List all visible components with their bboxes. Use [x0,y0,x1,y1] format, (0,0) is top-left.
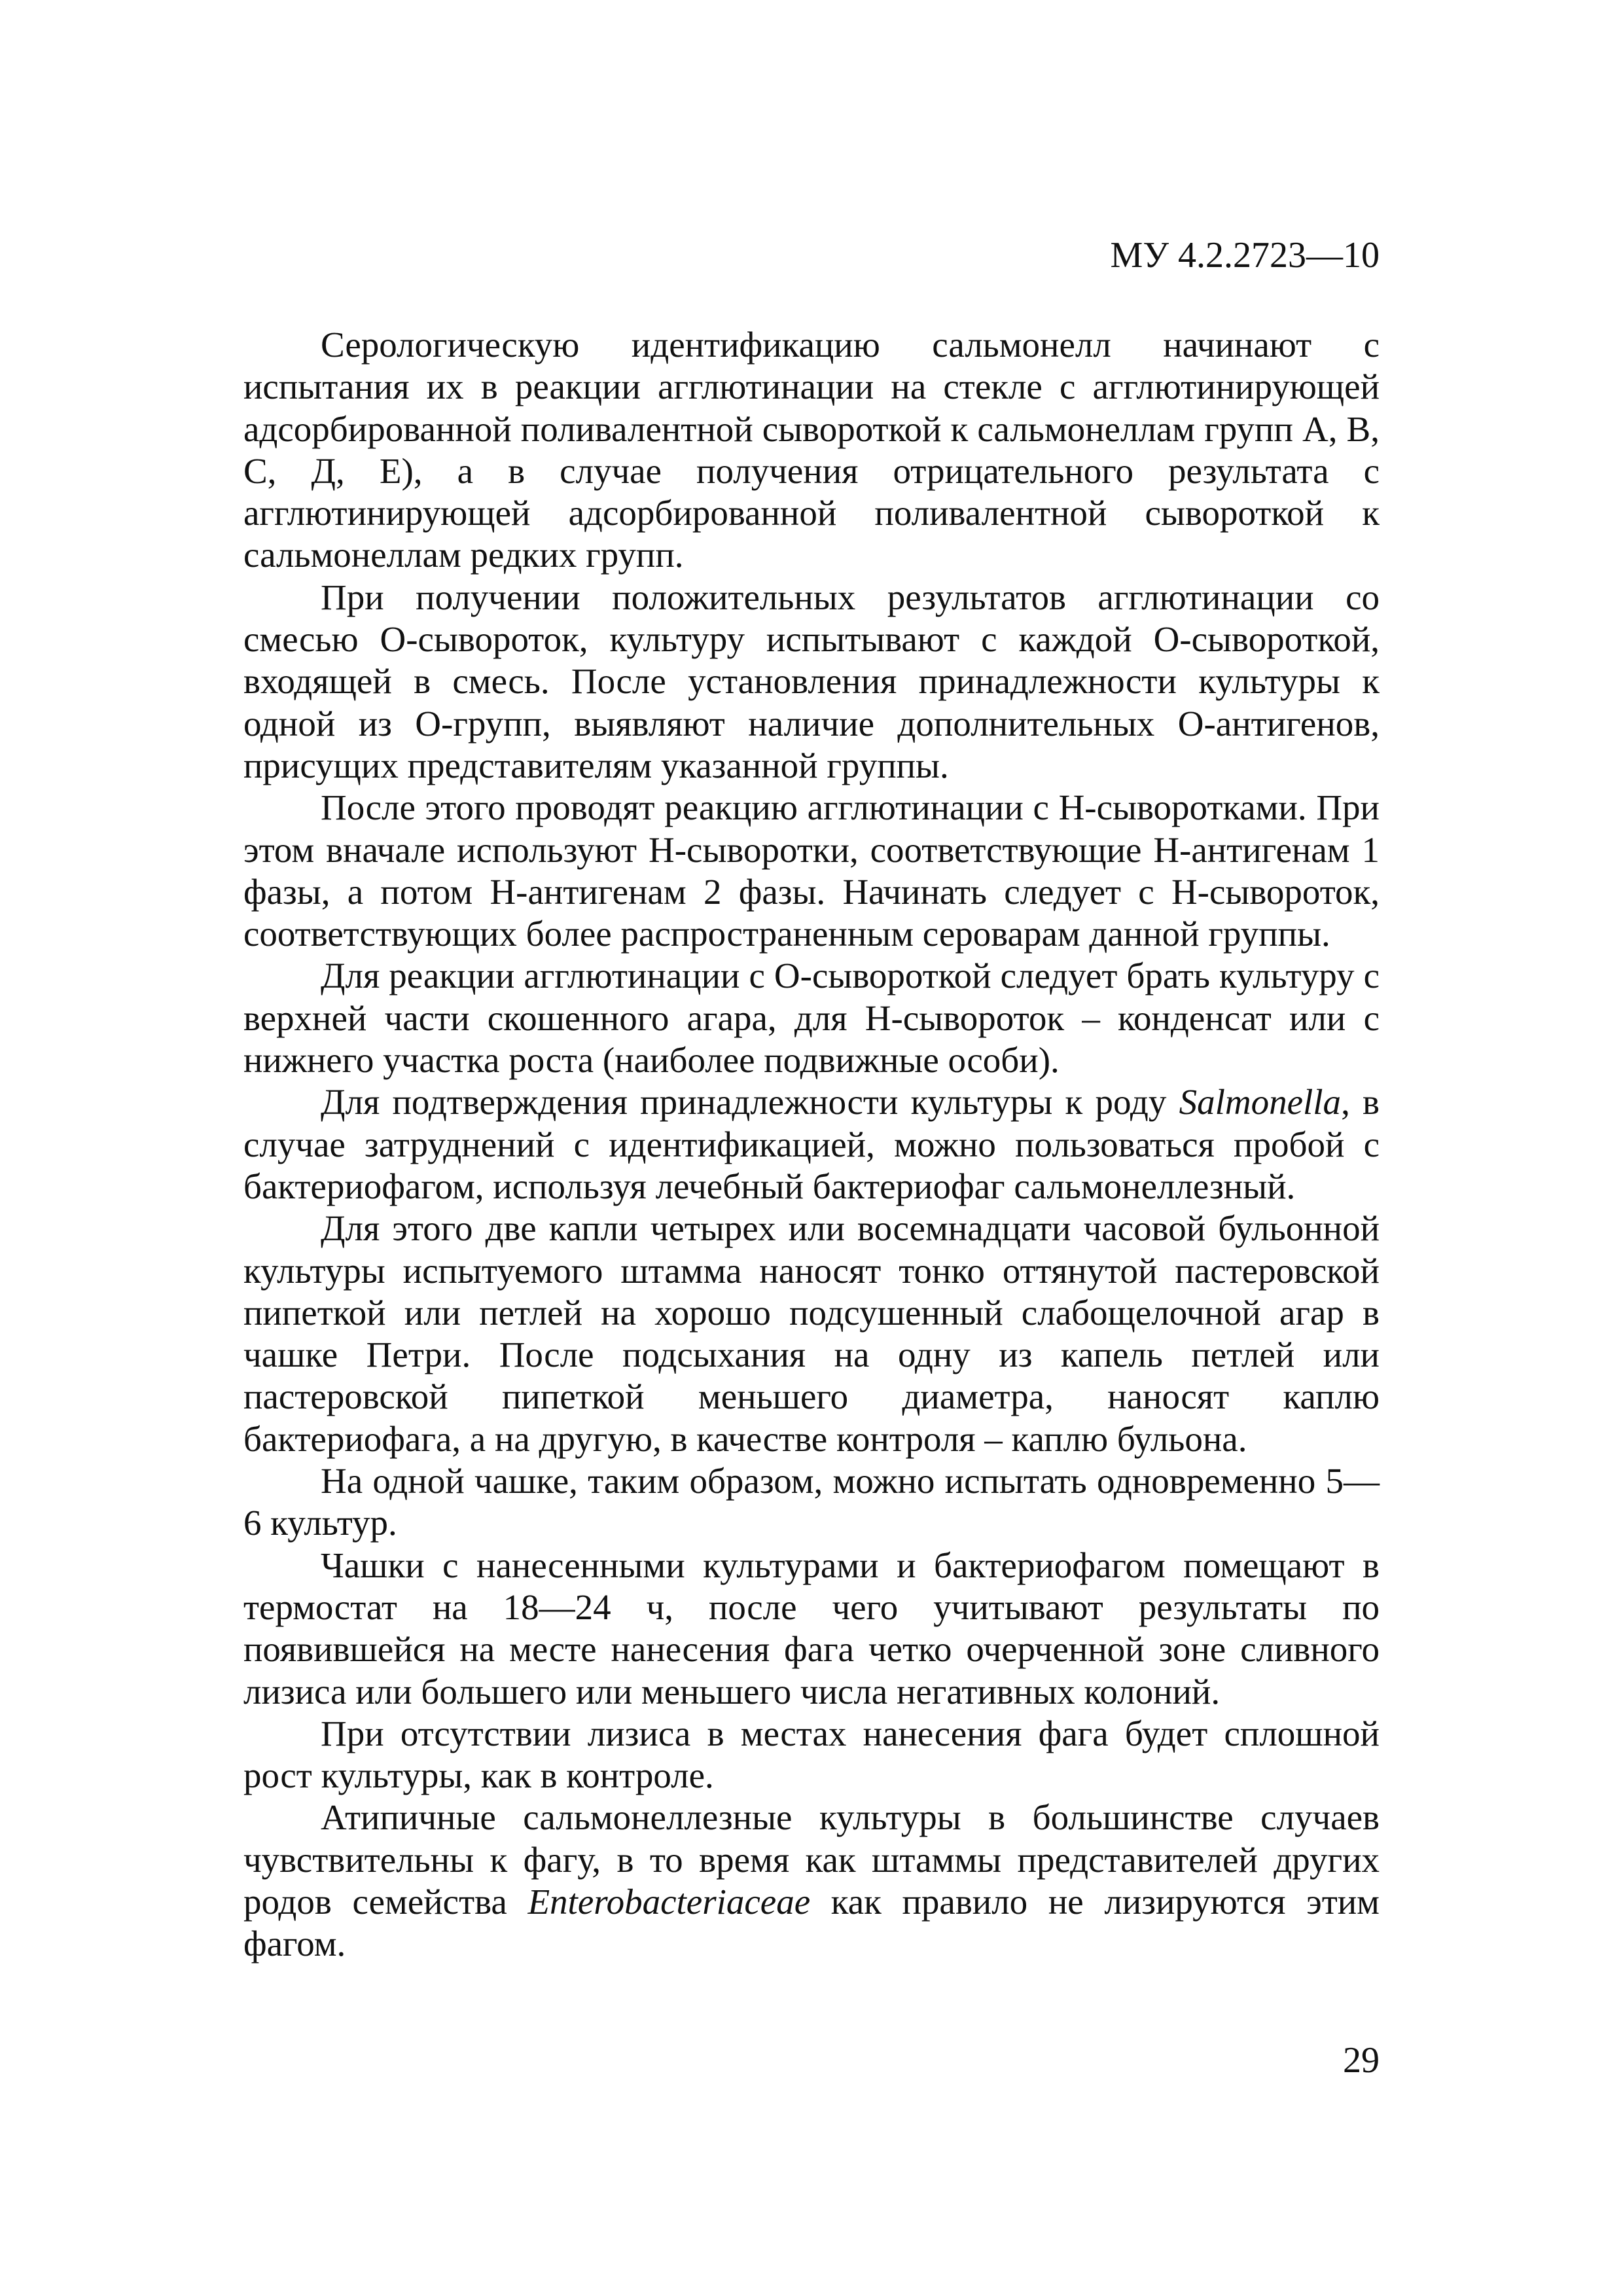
paragraph-incubation: Чашки с нанесенными культурами и бактериофагом помещают в термостат на 18—24 ч, после чего учитывают результаты по появившейся на месте нанесения фага четко очерченной зоне сливного лизиса или большего или меньшего числа негативных колоний. [243,1545,1380,1712]
paragraph-h-sera: После этого проводят реакцию агглютинации с Н-сыворотками. При этом вначале используют Н-сыворотки, соответствующие Н-антигенам 1 фазы, а потом Н-антигенам 2 фазы. Начинать следует с Н-сывороток, соответствующих более распространенным сероварам данной группы. [243,787,1380,954]
paragraph-cultures-per-dish: На одной чашке, таким образом, можно испытать одновременно 5—6 культур. [243,1461,1380,1543]
page-number: 29 [1343,2040,1380,2081]
paragraph-no-lysis: При отсутствии лизиса в местах нанесения фага будет сплошной рост культуры, как в контроле. [243,1713,1380,1796]
paragraph-o-sera-mix: При получении положительных результатов агглютинации со смесью О-сывороток, культуру испытывают с каждой О-сывороткой, входящей в смесь. После установления принадлежности культуры к одной из О-групп, выявляют наличие дополнительных О-антигенов, присущих представителям указанной группы. [243,577,1380,785]
paragraph-text-part: Для подтверждения принадлежности культуры к роду [321,1082,1179,1122]
genus-name: Salmonella [1179,1082,1342,1122]
paragraph-salmonella-confirmation [243,1081,1380,1208]
document-code: МУ 4.2.2723—10 [1110,235,1380,276]
family-name: Enterobacteriaceae [527,1881,811,1922]
paragraph-culture-sampling: Для реакции агглютинации с О-сывороткой следует брать культуру с верхней части скошенного агара, для Н-сывороток – конденсат или с нижнего участка роста (наиболее подвижные особи). [243,956,1380,1081]
body-text [243,324,1380,1965]
paragraph-atypical-cultures [243,1797,1380,1965]
paragraph-serological-identification: Серологическую идентификацию сальмонелл начинают с испытания их в реакции агглютинации на стекле с агглютинирующей адсорбированной поливалентной сывороткой к сальмонеллам групп А, В, С, Д, Е), а в случае получения отрицательного результата с агглютинирующей адсорбированной поливалентной сывороткой к сальмонеллам редких групп. [243,325,1380,575]
paragraph-text-part: , в случае затруднений с идентификацией, можно пользоваться пробой с бактериофагом, используя лечебный бактериофаг сальмонеллезный. [243,1082,1380,1206]
paragraph-phage-test-procedure: Для этого две капли четырех или восемнадцати часовой бульонной культуры испытуемого штамма наносят тонко оттянутой пастеровской пипеткой или петлей на хорошо подсушенный слабощелочной агар в чашке Петри. После подсыхания на одну из капель петлей или пастеровской пипеткой меньшего диаметра, наносят каплю бактериофага, а на другую, в качестве контроля – каплю бульона. [243,1208,1380,1459]
paragraph-text-part: Атипичные сальмонеллезные культуры в большинстве случаев чувствительны к фагу, в то время как штаммы представителей других родов семейства [243,1797,1380,1922]
paragraph-text-part: как правило не лизируются этим фагом. [243,1881,1380,1964]
